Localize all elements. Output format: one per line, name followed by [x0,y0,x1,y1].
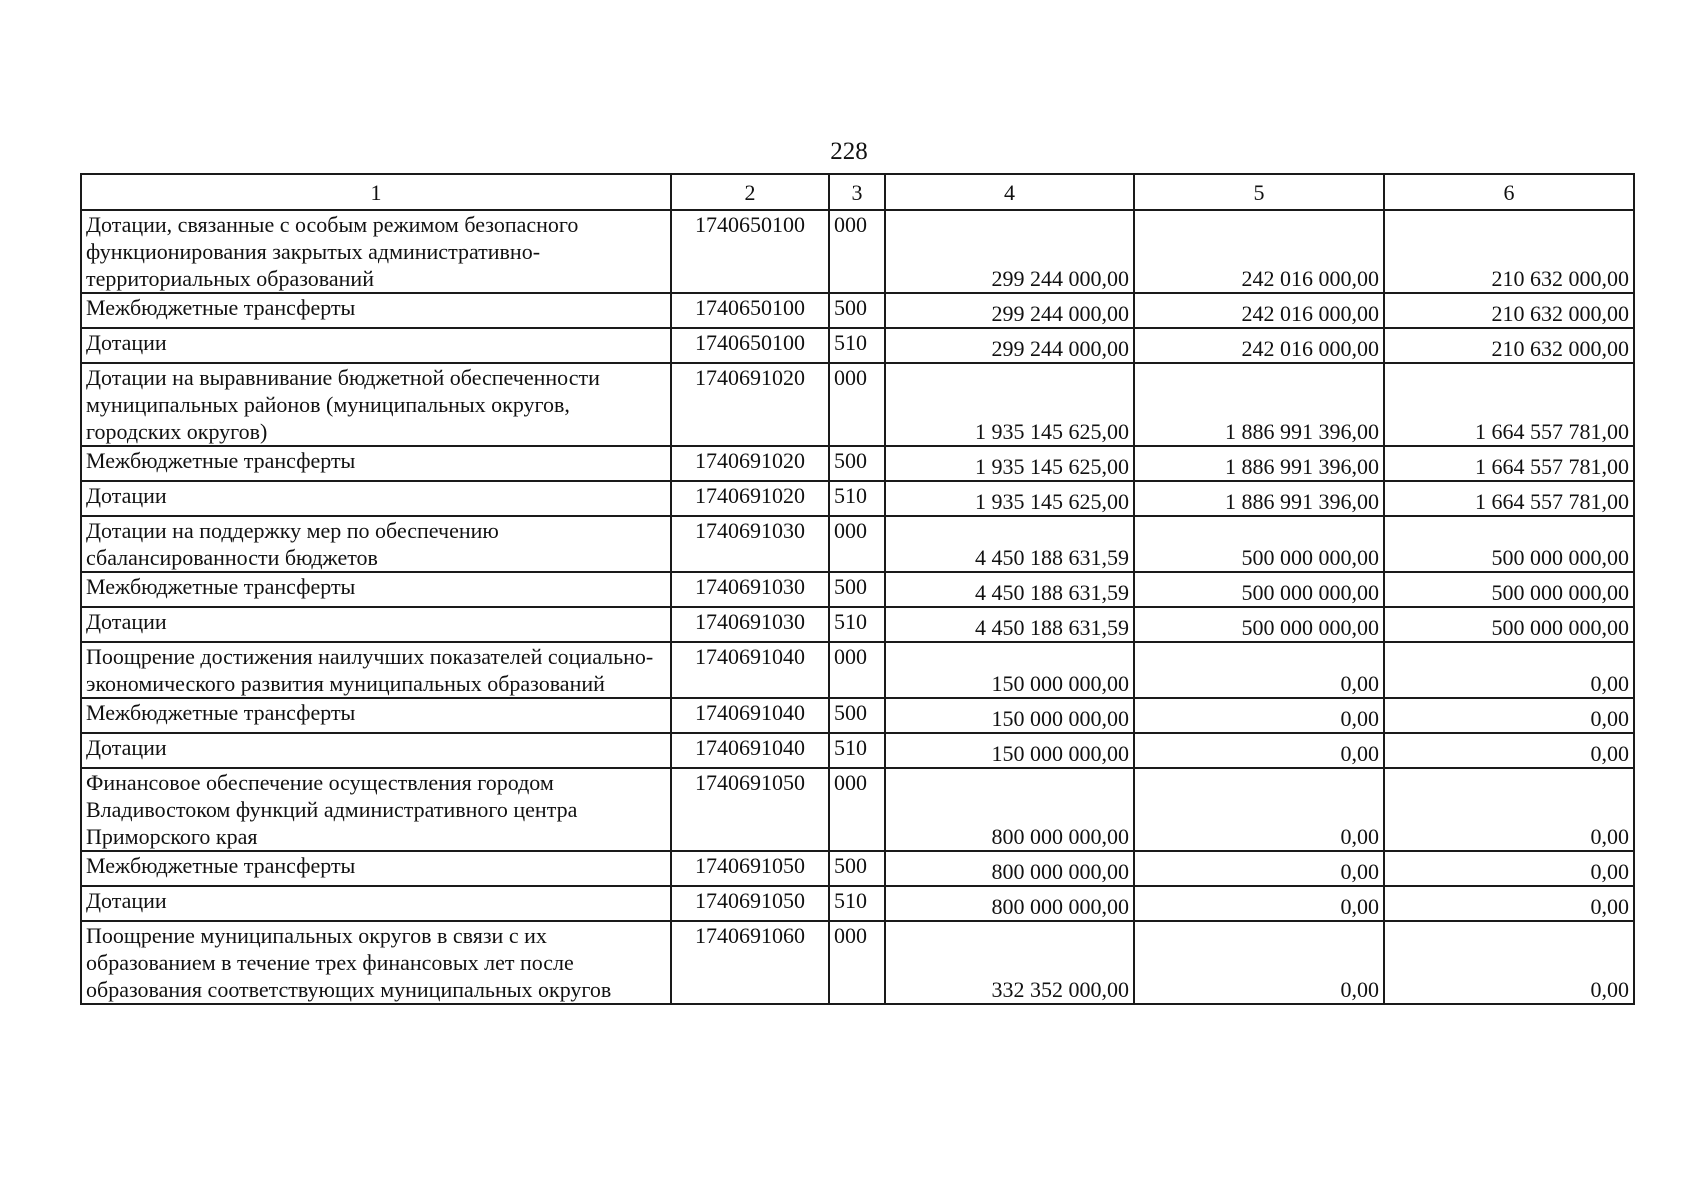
table-row [81,768,1634,851]
table-row [81,363,1634,446]
row-value-4: 1 935 145 625,00 [885,481,1134,516]
row-value-5: 242 016 000,00 [1134,210,1384,293]
row-value-4: 299 244 000,00 [885,328,1134,363]
row-code: 1740691040 [671,733,829,768]
row-value-4: 150 000 000,00 [885,642,1134,698]
row-name: Межбюджетные трансферты [81,293,671,328]
row-value-4: 4 450 188 631,59 [885,572,1134,607]
row-code: 1740650100 [671,328,829,363]
table-row [81,572,1634,607]
row-value-5: 0,00 [1134,921,1384,1004]
row-value-6: 0,00 [1384,733,1634,768]
row-name: Дотации [81,886,671,921]
row-value-5: 0,00 [1134,698,1384,733]
row-code: 1740691050 [671,851,829,886]
row-vr: 000 [829,210,885,293]
row-code: 1740691050 [671,768,829,851]
row-vr: 510 [829,886,885,921]
row-value-4: 1 935 145 625,00 [885,446,1134,481]
row-code: 1740691020 [671,481,829,516]
row-vr: 510 [829,481,885,516]
row-name: Дотации, связанные с особым режимом безопасного функционирования закрытых административно-территориальных образований [81,210,671,293]
row-value-6: 210 632 000,00 [1384,328,1634,363]
header-row [81,174,1634,210]
row-code: 1740691050 [671,886,829,921]
column-header-5: 5 [1134,174,1384,210]
row-vr: 500 [829,698,885,733]
row-value-5: 242 016 000,00 [1134,293,1384,328]
row-value-6: 1 664 557 781,00 [1384,446,1634,481]
row-name: Дотации на поддержку мер по обеспечению сбалансированности бюджетов [81,516,671,572]
row-name: Дотации [81,328,671,363]
row-code: 1740691060 [671,921,829,1004]
row-name: Межбюджетные трансферты [81,851,671,886]
row-value-4: 332 352 000,00 [885,921,1134,1004]
row-code: 1740691020 [671,363,829,446]
row-name: Финансовое обеспечение осуществления городом Владивостоком функций административного центра Приморского края [81,768,671,851]
table-row [81,642,1634,698]
row-value-5: 500 000 000,00 [1134,607,1384,642]
row-vr: 500 [829,446,885,481]
row-code: 1740691030 [671,516,829,572]
row-code: 1740691020 [671,446,829,481]
row-value-4: 800 000 000,00 [885,768,1134,851]
row-vr: 500 [829,572,885,607]
row-name: Дотации на выравнивание бюджетной обеспеченности муниципальных районов (муниципальных округов, городских округов) [81,363,671,446]
row-value-4: 299 244 000,00 [885,210,1134,293]
table-row [81,733,1634,768]
row-name: Дотации [81,481,671,516]
row-vr: 000 [829,768,885,851]
row-vr: 000 [829,642,885,698]
table-row [81,921,1634,1004]
table-row [81,481,1634,516]
column-header-2: 2 [671,174,829,210]
table-row [81,210,1634,293]
row-value-6: 500 000 000,00 [1384,572,1634,607]
row-code: 1740650100 [671,210,829,293]
row-value-5: 0,00 [1134,886,1384,921]
row-value-4: 800 000 000,00 [885,886,1134,921]
table-row [81,446,1634,481]
row-name: Межбюджетные трансферты [81,572,671,607]
table-row [81,516,1634,572]
row-value-4: 150 000 000,00 [885,698,1134,733]
row-value-5: 0,00 [1134,768,1384,851]
row-value-6: 1 664 557 781,00 [1384,363,1634,446]
row-value-4: 1 935 145 625,00 [885,363,1134,446]
row-code: 1740691040 [671,698,829,733]
row-code: 1740691030 [671,607,829,642]
row-vr: 000 [829,363,885,446]
row-value-4: 4 450 188 631,59 [885,516,1134,572]
budget-table [80,173,1635,1005]
column-header-6: 6 [1384,174,1634,210]
row-value-5: 500 000 000,00 [1134,516,1384,572]
row-vr: 000 [829,516,885,572]
column-header-1: 1 [81,174,671,210]
row-value-5: 0,00 [1134,733,1384,768]
row-value-6: 0,00 [1384,642,1634,698]
row-value-5: 1 886 991 396,00 [1134,481,1384,516]
table-row [81,607,1634,642]
row-value-5: 500 000 000,00 [1134,572,1384,607]
column-header-4: 4 [885,174,1134,210]
row-value-6: 0,00 [1384,921,1634,1004]
table-row [81,698,1634,733]
table-row [81,328,1634,363]
row-vr: 500 [829,293,885,328]
row-value-5: 1 886 991 396,00 [1134,363,1384,446]
row-value-6: 0,00 [1384,851,1634,886]
row-value-4: 299 244 000,00 [885,293,1134,328]
table-row [81,851,1634,886]
row-vr: 510 [829,733,885,768]
row-value-6: 1 664 557 781,00 [1384,481,1634,516]
row-vr: 500 [829,851,885,886]
row-value-5: 242 016 000,00 [1134,328,1384,363]
row-value-6: 500 000 000,00 [1384,607,1634,642]
row-value-5: 0,00 [1134,851,1384,886]
table-row [81,886,1634,921]
row-value-6: 210 632 000,00 [1384,210,1634,293]
column-header-3: 3 [829,174,885,210]
row-value-6: 0,00 [1384,768,1634,851]
row-value-5: 1 886 991 396,00 [1134,446,1384,481]
row-vr: 510 [829,328,885,363]
row-vr: 000 [829,921,885,1004]
row-code: 1740691030 [671,572,829,607]
row-value-6: 500 000 000,00 [1384,516,1634,572]
row-value-4: 150 000 000,00 [885,733,1134,768]
row-code: 1740691040 [671,642,829,698]
row-name: Межбюджетные трансферты [81,698,671,733]
row-value-4: 4 450 188 631,59 [885,607,1134,642]
row-value-6: 0,00 [1384,886,1634,921]
row-value-6: 210 632 000,00 [1384,293,1634,328]
row-name: Дотации [81,733,671,768]
row-name: Межбюджетные трансферты [81,446,671,481]
row-value-5: 0,00 [1134,642,1384,698]
row-name: Поощрение муниципальных округов в связи с их образованием в течение трех финансовых лет после образования соответствующих муниципальных округов [81,921,671,1004]
table-row [81,293,1634,328]
row-name: Поощрение достижения наилучших показателей социально-экономического развития муниципальных образований [81,642,671,698]
page-number: 228 [830,138,868,165]
row-vr: 510 [829,607,885,642]
row-code: 1740650100 [671,293,829,328]
row-value-6: 0,00 [1384,698,1634,733]
row-value-4: 800 000 000,00 [885,851,1134,886]
row-name: Дотации [81,607,671,642]
